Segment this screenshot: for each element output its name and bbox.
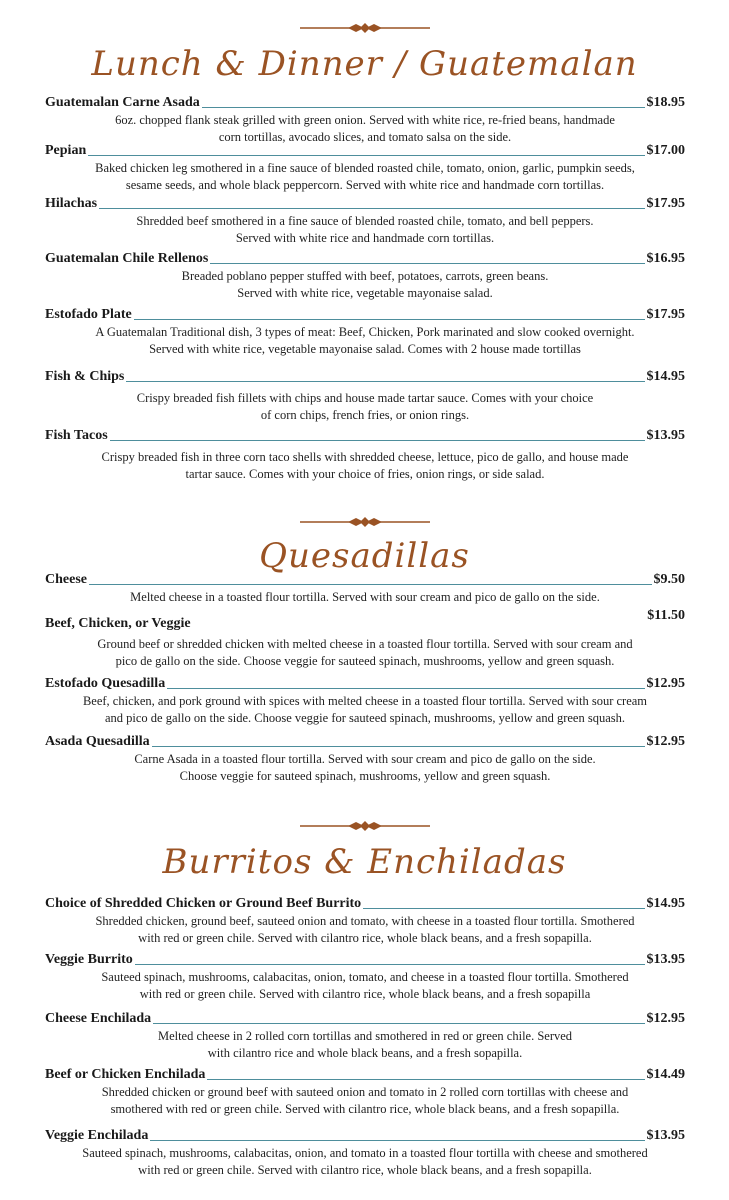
menu-item (45, 676, 685, 726)
item-description: Ground beef or shredded chicken with melted cheese in a toasted flour tortilla. Served with sour cream and pico de gallo on the side. Choose veggie for sauteed spinach, mushrooms, yellow and green squash. (97, 637, 633, 668)
item-price: $14.95 (646, 369, 685, 384)
item-name: Beef or Chicken Enchilada (45, 1067, 206, 1082)
item-price: $9.50 (653, 572, 685, 587)
section-heading: Burritos & Enchiladas (162, 842, 567, 882)
item-description: Shredded beef smothered in a fine sauce of blended roasted chile, tomato, and bell peppers. Served with white rice and handmade corn tortillas. (136, 214, 594, 245)
item-price: $12.95 (646, 676, 685, 691)
menu-item (45, 307, 685, 357)
leader-line (126, 380, 644, 382)
item-description: Beef, chicken, and pork ground with spices with melted cheese in a toasted flour tortilla. Served with sour cream and pico de gallo on the side. Choose veggie for sauteed spinach, mushrooms, yellow and green squash. (82, 694, 648, 725)
item-price: $12.95 (646, 734, 685, 749)
item-name: Cheese Enchilada (45, 1011, 152, 1026)
leader-line (207, 1078, 644, 1080)
leader-line (88, 154, 644, 156)
menu-item (45, 95, 685, 145)
leader-line (167, 687, 644, 689)
item-description: Shredded chicken, ground beef, sauteed onion and tomato, with cheese in a toasted flour tortilla. Smothered with red or green chile. Served with cilantro rice, whole black beans, and a fresh sopapilla. (95, 914, 635, 945)
menu-item (45, 896, 685, 946)
item-name: Veggie Enchilada (45, 1128, 149, 1143)
section-heading: Quesadillas (259, 536, 470, 576)
item-price: $17.95 (646, 196, 685, 211)
item-name: Asada Quesadilla (45, 734, 150, 749)
leader-line (152, 745, 645, 747)
menu-item (45, 196, 685, 246)
menu-item (45, 369, 685, 423)
ornament-divider (300, 22, 430, 34)
leader-line (153, 1022, 644, 1024)
item-description: Carne Asada in a toasted flour tortilla. Served with sour cream and pico de gallo on the side. Choose veggie for sauteed spinach, mushrooms, yellow and green squash. (134, 752, 596, 783)
item-description: 6oz. chopped flank steak grilled with green onion. Served with white rice, re-fried beans, handmade corn tortillas, avocado slices, and tomato salsa on the side. (115, 113, 615, 144)
ornament-divider (300, 516, 430, 528)
item-description: Melted cheese in 2 rolled corn tortillas and smothered in red or green chile. Served with cilantro rice and whole black beans, and a fresh sopapilla. (157, 1029, 573, 1060)
leader-line (110, 439, 645, 441)
section-heading: Lunch & Dinner / Guatemalan (91, 44, 638, 84)
leader-line (210, 262, 644, 264)
menu-item (45, 251, 685, 301)
item-price: $11.50 (647, 608, 685, 623)
leader-line (134, 318, 645, 320)
item-name: Fish & Chips (45, 369, 125, 384)
leader-line (99, 207, 644, 209)
item-price: $14.95 (646, 896, 685, 911)
leader-line (150, 1139, 644, 1141)
item-name: Veggie Burrito (45, 952, 133, 967)
menu-item (45, 572, 685, 606)
item-name: Beef, Chicken, or Veggie (45, 616, 191, 631)
item-name: Fish Tacos (45, 428, 108, 443)
item-description: Baked chicken leg smothered in a fine sauce of blended roasted chile, tomato, onion, garlic, pumpkin seeds, sesame seeds, and whole black peppercorn. Served with white rice and handmade corn tortillas. (95, 161, 635, 192)
item-name: Estofado Plate (45, 307, 132, 322)
item-name: Guatemalan Carne Asada (45, 95, 200, 110)
item-description: Sauteed spinach, mushrooms, calabacitas, onion, and tomato in a toasted flour tortilla with cheese and smothered with red or green chile. Served with cilantro rice, whole black beans, and a fresh sopapilla. (82, 1146, 648, 1177)
item-name: Estofado Quesadilla (45, 676, 166, 691)
menu-item (45, 1067, 685, 1117)
item-description: A Guatemalan Traditional dish, 3 types of meat: Beef, Chicken, Pork marinated and slow cooked overnight. Served with white rice, vegetable mayonaise salad. Comes with 2 house made tortillas (95, 325, 635, 356)
menu-item (45, 143, 685, 193)
ornament-divider (300, 820, 430, 832)
item-name: Choice of Shredded Chicken or Ground Beef Burrito (45, 896, 362, 911)
menu-item (45, 952, 685, 1002)
item-price: $14.49 (646, 1067, 685, 1082)
menu-item (45, 734, 685, 784)
menu-item (45, 608, 685, 669)
item-price: $16.95 (646, 251, 685, 266)
item-description: Crispy breaded fish in three corn taco shells with shredded cheese, lettuce, pico de gallo, and house made tartar sauce. Comes with your choice of fries, onion rings, or side salad. (101, 450, 629, 481)
item-price: $12.95 (646, 1011, 685, 1026)
leader-line (89, 583, 652, 585)
item-price: $13.95 (646, 1128, 685, 1143)
item-price: $13.95 (646, 952, 685, 967)
item-price: $17.95 (646, 307, 685, 322)
item-price: $17.00 (646, 143, 685, 158)
item-price: $13.95 (646, 428, 685, 443)
item-description: Crispy breaded fish fillets with chips and house made tartar sauce. Comes with your choice of corn chips, french fries, or onion rings. (136, 391, 594, 422)
leader-line (363, 907, 644, 909)
item-name: Guatemalan Chile Rellenos (45, 251, 209, 266)
leader-line (202, 106, 645, 108)
item-description: Breaded poblano pepper stuffed with beef, potatoes, carrots, green beans. Served with white rice, vegetable mayonaise salad. (181, 269, 549, 300)
leader-line (135, 963, 645, 965)
item-description: Melted cheese in a toasted flour tortilla. Served with sour cream and pico de gallo on the side. (130, 590, 600, 604)
menu-item (45, 428, 685, 482)
item-price: $18.95 (646, 95, 685, 110)
item-name: Cheese (45, 572, 87, 587)
menu-item (45, 1128, 685, 1178)
menu-item (45, 1011, 685, 1061)
leader-line (193, 627, 646, 629)
item-name: Pepian (45, 143, 87, 158)
item-description: Sauteed spinach, mushrooms, calabacitas, onion, tomato, and cheese in a toasted flour tortilla. Smothered with red or green chile. Served with cilantro rice, whole black beans, and a fresh sopapilla (101, 970, 629, 1001)
item-description: Shredded chicken or ground beef with sauteed onion and tomato in 2 rolled corn tortillas with cheese and smothered with red or green chile. Served with cilantro rice, whole black beans, and a fresh sopapilla. (101, 1085, 629, 1116)
item-name: Hilachas (45, 196, 98, 211)
